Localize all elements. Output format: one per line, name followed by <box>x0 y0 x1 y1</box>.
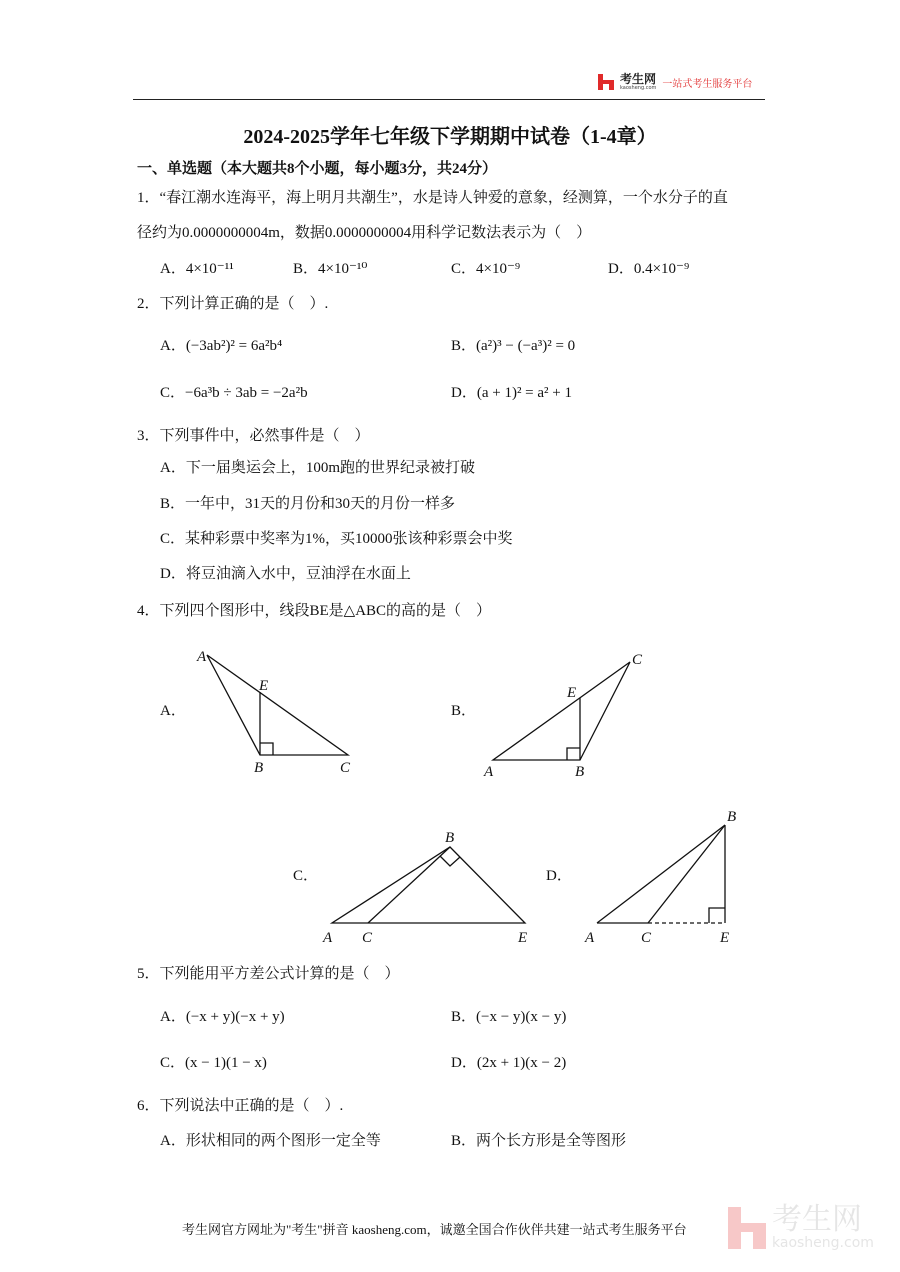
fig-b-label-a: A <box>484 764 494 780</box>
question-4: 4．下列四个图形中，线段BE是△ABC的高的是（ ） <box>137 603 492 619</box>
fig-d-label-c: C <box>641 930 652 946</box>
fig-c-label-a: A <box>323 930 333 946</box>
q1-option-d: D．0.4×10⁻⁹ <box>608 261 690 277</box>
footer-text: 考生网官方网址为"考生"拼音 kaosheng.com，诚邀全国合作伙伴共建一站式考生服务平台 <box>182 1222 687 1237</box>
fig-d-label-b: B <box>727 809 737 825</box>
q2-option-b: B．(a²)³ − (−a³)² = 0 <box>451 338 576 354</box>
q1-option-b: B．4×10⁻¹⁰ <box>293 261 368 277</box>
q2-option-a: A．(−3ab²)² = 6a²b⁴ <box>160 338 283 354</box>
fig-c-label-e: E <box>518 930 528 946</box>
question-1-line-2: 径约为0.0000000004m，数据0.0000000004用科学记数法表示为（ ） <box>137 225 592 241</box>
logo-sub: kaosheng.com <box>620 85 657 91</box>
q2-option-d: D．(a + 1)² = a² + 1 <box>451 385 573 401</box>
q4-option-b: B． <box>451 703 477 719</box>
question-2: 2．下列计算正确的是（ ）. <box>137 296 329 312</box>
fig-a-label-c: C <box>340 760 351 776</box>
fig-c-label-b: B <box>445 830 455 846</box>
fig-a-label-e: E <box>259 678 269 694</box>
question-1-line-1: 1．“春江潮水连海平，海上明月共潮生”，水是诗人钟爱的意象，经测算，一个水分子的直 <box>137 190 728 206</box>
q6-option-b: B．两个长方形是全等图形 <box>451 1133 627 1149</box>
fig-d-label-e: E <box>720 930 730 946</box>
fig-b-label-c: C <box>632 652 643 668</box>
q1-option-c: C．4×10⁻⁹ <box>451 261 521 277</box>
q3-option-b: B．一年中，31天的月份和30天的月份一样多 <box>160 496 456 512</box>
fig-a-label-b: B <box>254 760 264 776</box>
fig-a-label-a: A <box>197 649 207 665</box>
q3-option-a: A．下一届奥运会上，100m跑的世界纪录被打破 <box>160 460 476 476</box>
logo-text: 考生网 <box>620 72 657 86</box>
q5-option-d: D．(2x + 1)(x − 2) <box>451 1055 567 1071</box>
header-slogan: 一站式考生服务平台 <box>662 78 753 90</box>
q3-option-d: D．将豆油滴入水中，豆油浮在水面上 <box>160 566 411 582</box>
q4-option-c: C． <box>293 868 319 884</box>
watermark-sub: kaosheng.com <box>772 1235 874 1251</box>
figure-b-triangle <box>493 662 630 760</box>
q6-option-a: A．形状相同的两个图形一定全等 <box>160 1133 381 1149</box>
figure-a-triangle <box>207 655 348 755</box>
q4-option-d: D． <box>546 868 572 884</box>
q5-option-a: A．(−x + y)(−x + y) <box>160 1009 285 1025</box>
figure-d-triangle <box>597 825 725 923</box>
watermark <box>728 1202 874 1251</box>
watermark-text: 考生网 <box>772 1202 862 1237</box>
q5-option-b: B．(−x − y)(x − y) <box>451 1009 567 1025</box>
q1-option-a: A．4×10⁻¹¹ <box>160 261 234 277</box>
question-5: 5．下列能用平方差公式计算的是（ ） <box>137 966 400 982</box>
fig-c-label-c: C <box>362 930 373 946</box>
figure-c-triangle <box>332 847 525 923</box>
q3-option-c: C．某种彩票中奖率为1%，买10000张该种彩票会中奖 <box>160 531 513 547</box>
fig-b-label-b: B <box>575 764 585 780</box>
question-3: 3．下列事件中，必然事件是（ ） <box>137 428 370 444</box>
watermark-logo-icon <box>728 1207 766 1249</box>
page-title: 2024-2025学年七年级下学期期中试卷（1-4章） <box>243 126 657 148</box>
question-6: 6．下列说法中正确的是（ ）. <box>137 1098 344 1114</box>
q5-option-c: C．(x − 1)(1 − x) <box>160 1055 267 1071</box>
section-heading: 一、单选题（本大题共8个小题，每小题3分，共24分） <box>137 161 498 177</box>
q2-option-c: C．−6a³b ÷ 3ab = −2a²b <box>160 385 308 401</box>
fig-b-label-e: E <box>567 685 577 701</box>
fig-d-label-a: A <box>585 930 595 946</box>
q4-option-a: A． <box>160 703 186 719</box>
